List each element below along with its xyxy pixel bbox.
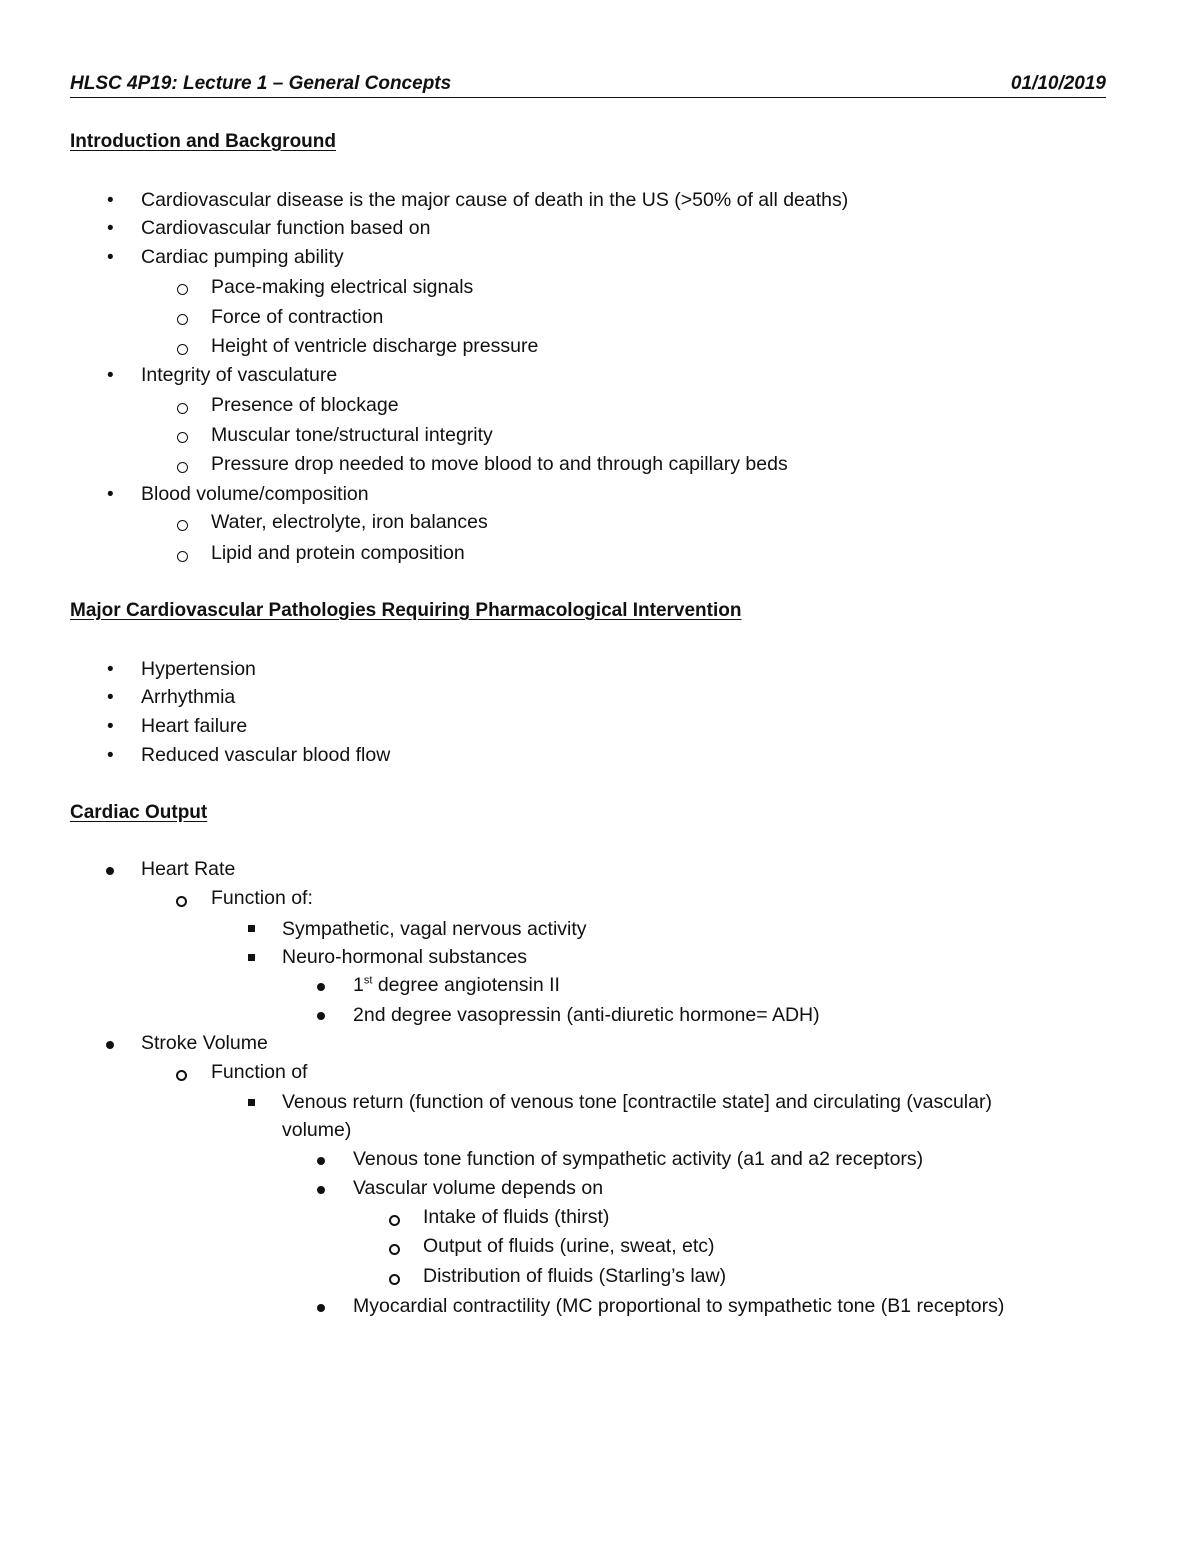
list-item: Neuro-hormonal substances <box>282 946 527 968</box>
list-item: Heart Rate <box>141 858 236 880</box>
sub-bullet-circle <box>177 284 188 295</box>
list-item: Force of contraction <box>211 306 384 328</box>
bullet-marker: • <box>107 716 114 737</box>
list-item: Hypertension <box>141 658 256 680</box>
bullet-marker: • <box>107 687 114 708</box>
page-header <box>70 73 1106 98</box>
sub-bullet-circle <box>177 432 188 443</box>
list-item: Reduced vascular blood flow <box>141 744 391 766</box>
list-item: Presence of blockage <box>211 394 399 416</box>
list-item: Function of <box>211 1061 308 1083</box>
bullet-marker: • <box>107 745 114 766</box>
square-bullet <box>248 1099 255 1106</box>
list-item: Pressure drop needed to move blood to and through capillary beds <box>211 453 788 475</box>
section-heading-intro: Introduction and Background <box>70 131 336 152</box>
bullet-marker: • <box>107 659 114 680</box>
list-item: Venous tone function of sympathetic activity (a1 and a2 receptors) <box>353 1148 924 1170</box>
sub-bullet-circle <box>389 1244 400 1255</box>
list-item-continuation: volume) <box>282 1119 352 1141</box>
list-item: Venous return (function of venous tone [contractile state] and circulating (vascular) <box>282 1091 992 1113</box>
list-item: Cardiovascular function based on <box>141 217 431 239</box>
list-item: Myocardial contractility (MC proportional to sympathetic tone (B1 receptors) <box>353 1295 1005 1317</box>
item-text: degree angiotensin II <box>372 974 560 996</box>
sub-bullet-circle <box>389 1274 400 1285</box>
sub-bullet-circle <box>177 314 188 325</box>
sub-bullet-circle <box>176 896 187 907</box>
bullet-dot <box>317 983 325 991</box>
lecture-title: HLSC 4P19: Lecture 1 – General Concepts <box>70 73 452 94</box>
sub-bullet-circle <box>177 462 188 473</box>
bullet-dot <box>317 1304 325 1312</box>
list-item: Cardiac pumping ability <box>141 246 344 268</box>
list-item: Arrhythmia <box>141 686 236 708</box>
list-item: Sympathetic, vagal nervous activity <box>282 918 587 940</box>
lecture-date: 01/10/2019 <box>1010 73 1106 94</box>
list-item: Function of: <box>211 887 313 909</box>
square-bullet <box>248 925 255 932</box>
list-item: Vascular volume depends on <box>353 1177 604 1199</box>
bullet-marker: • <box>107 247 114 268</box>
list-item: Stroke Volume <box>141 1032 268 1054</box>
list-item: Water, electrolyte, iron balances <box>211 511 488 533</box>
sub-bullet-circle <box>177 520 188 531</box>
section-heading-pathologies: Major Cardiovascular Pathologies Requiring Pharmacological Intervention <box>70 600 742 621</box>
ordinal-number: 1 <box>353 974 364 996</box>
bullet-dot <box>317 1186 325 1194</box>
sub-bullet-circle <box>389 1215 400 1226</box>
list-item: Distribution of fluids (Starling’s law) <box>423 1265 727 1287</box>
square-bullet <box>248 954 255 961</box>
list-item: Pace-making electrical signals <box>211 276 474 298</box>
bullet-marker: • <box>107 484 114 505</box>
list-item: Intake of fluids (thirst) <box>423 1206 610 1228</box>
list-item: Blood volume/composition <box>141 483 369 505</box>
list-item: Heart failure <box>141 715 248 737</box>
bullet-dot <box>317 1012 325 1020</box>
list-item: Height of ventricle discharge pressure <box>211 335 539 357</box>
list-item: Integrity of vasculature <box>141 364 338 386</box>
bullet-dot <box>317 1157 325 1165</box>
bullet-dot <box>106 867 114 875</box>
sub-bullet-circle <box>176 1070 187 1081</box>
ordinal-suffix: st <box>363 974 373 987</box>
bullet-marker: • <box>107 190 114 211</box>
list-item: Lipid and protein composition <box>211 542 465 564</box>
bullet-dot <box>106 1041 114 1049</box>
list-item: Cardiovascular disease is the major cause of death in the US (>50% of all deaths) <box>141 189 849 211</box>
bullet-marker: • <box>107 218 114 239</box>
list-item: 2nd degree vasopressin (anti-diuretic hormone= ADH) <box>353 1004 820 1026</box>
list-item: Output of fluids (urine, sweat, etc) <box>423 1235 715 1257</box>
sub-bullet-circle <box>177 551 188 562</box>
section-heading-output: Cardiac Output <box>70 802 208 823</box>
sub-bullet-circle <box>177 344 188 355</box>
list-item <box>353 974 560 997</box>
sub-bullet-circle <box>177 403 188 414</box>
list-item: Muscular tone/structural integrity <box>211 424 493 446</box>
bullet-marker: • <box>107 365 114 386</box>
